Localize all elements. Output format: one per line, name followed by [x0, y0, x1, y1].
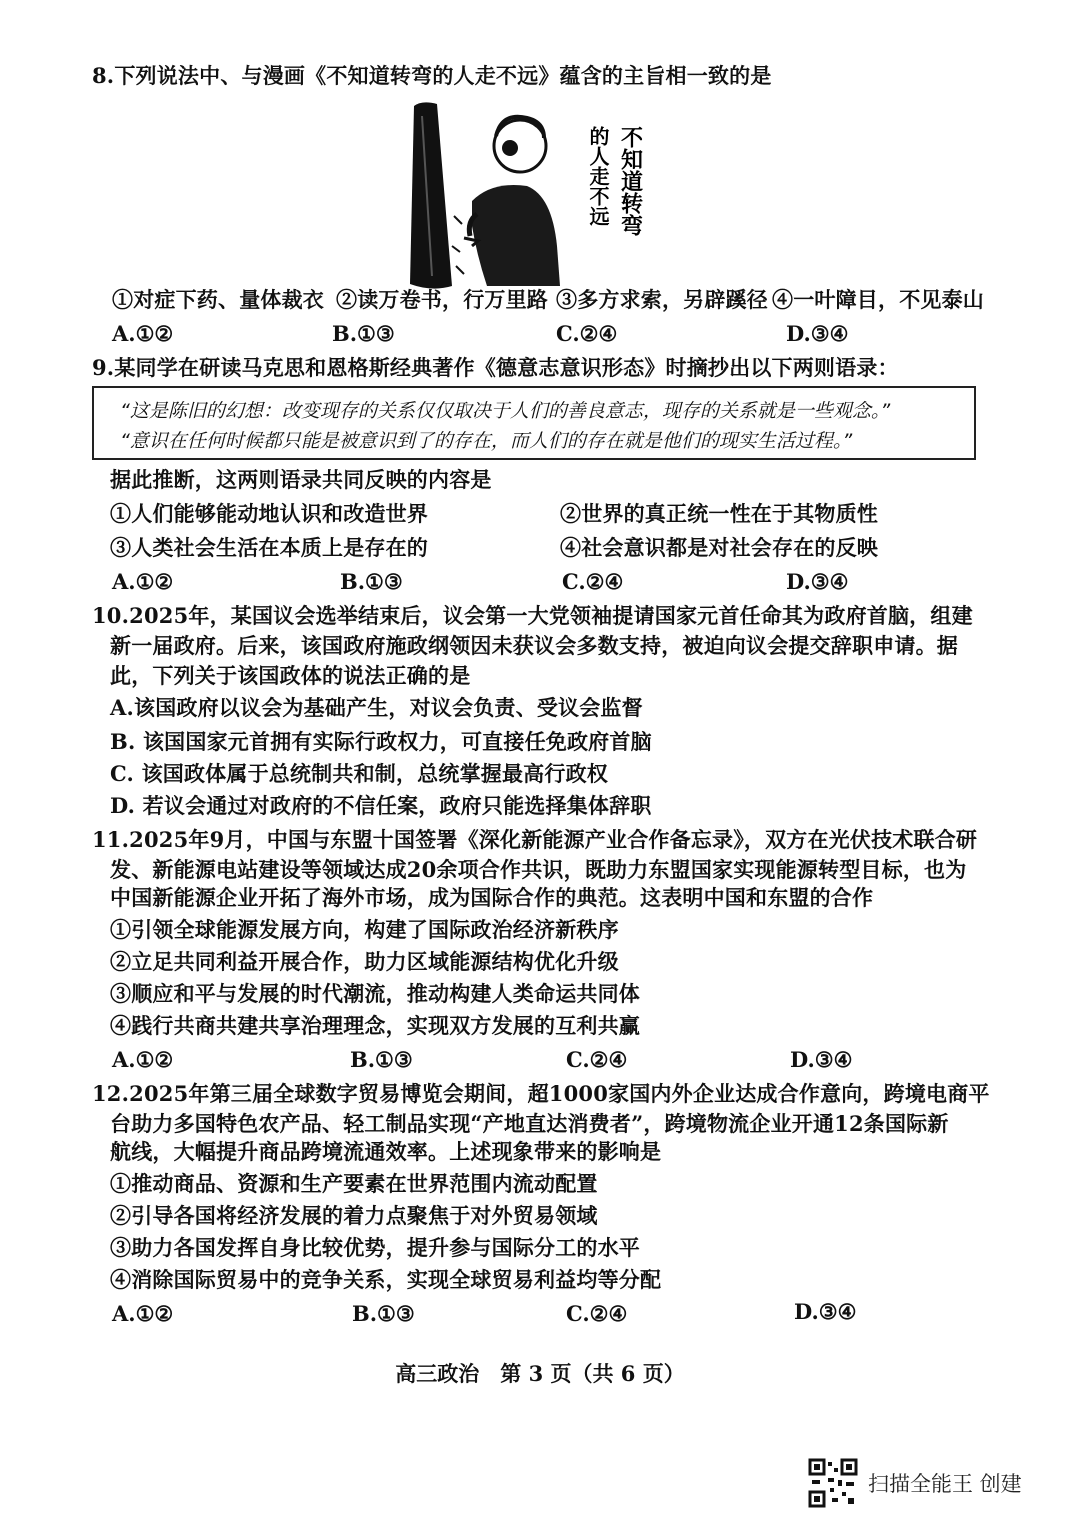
question-11-stem-line-3: 中国新能源企业开拓了海外市场，成为国际合作的典范。这表明中国和东盟的合作: [110, 885, 874, 910]
q10-option-b: B. 该国国家元首拥有实际行政权力，可直接任免政府首脑: [110, 729, 652, 754]
q9-answer-d: D.③④: [786, 569, 849, 594]
question-8-stem: 8.下列说法中、与漫画《不知道转弯的人走不远》蕴含的主旨相一致的是: [92, 63, 772, 88]
q9-answer-b: B.①③: [340, 569, 403, 594]
question-12-stem-line-3: 航线，大幅提升商品跨境流通效率。上述现象带来的影响是: [110, 1139, 662, 1164]
q8-option-1: ①对症下药、量体裁衣: [112, 287, 324, 312]
q11-answer-c: C.②④: [566, 1047, 628, 1072]
question-10-stem-line-1: 10.2025年，某国议会选举结束后，议会第一大党领袖提请国家元首任命其为政府首脑，组建: [92, 603, 973, 628]
q11-option-2: ②立足共同利益开展合作，助力区域能源结构优化升级: [110, 949, 619, 974]
q12-option-1: ①推动商品、资源和生产要素在世界范围内流动配置: [110, 1171, 598, 1196]
question-10-stem-line-2: 新一届政府。后来，该国政府施政纲领因未获议会多数支持，被迫向议会提交辞职申请。据: [110, 633, 958, 658]
q12-answer-d: D.③④: [794, 1299, 857, 1324]
quote-1: “这是陈旧的幻想：改变现存的关系仅仅取决于人们的善良意志，现存的关系就是一些观念。”: [120, 400, 891, 422]
q9-option-3: ③人类社会生活在本质上是存在的: [110, 535, 428, 560]
question-12-stem-line-2: 台助力多国特色农产品、轻工制品实现“产地直达消费者”，跨境物流企业开通12条国际新: [110, 1111, 949, 1136]
q11-answer-b: B.①③: [350, 1047, 413, 1072]
question-11-stem-line-1: 11.2025年9月，中国与东盟十国签署《深化新能源产业合作备忘录》，双方在光伏技术联合研: [92, 827, 978, 852]
quote-2: “意识在任何时候都只能是被意识到了的存在，而人们的存在就是他们的现实生活过程。”: [120, 430, 853, 452]
question-10-stem-line-3: 此，下列关于该国政体的说法正确的是: [110, 663, 471, 688]
q9-option-1: ①人们能够能动地认识和改造世界: [110, 501, 428, 526]
page-footer: 高三政治 第 3 页（共 6 页）: [395, 1361, 685, 1386]
q8-option-2: ②读万卷书，行万里路: [336, 287, 548, 312]
q8-answer-b: B.①③: [332, 321, 395, 346]
q8-option-3: ③多方求索，另辟蹊径: [556, 287, 768, 312]
q9-option-2: ②世界的真正统一性在于其物质性: [560, 501, 878, 526]
q8-answer-d: D.③④: [786, 321, 849, 346]
watermark-text: 扫描全能王 创建: [868, 1472, 1022, 1496]
question-12-stem-line-1: 12.2025年第三届全球数字贸易博览会期间，超1000家国内外企业达成合作意向，跨境电商平: [92, 1081, 990, 1106]
q11-option-3: ③顺应和平与发展的时代潮流，推动构建人类命运共同体: [110, 981, 640, 1006]
q9-lead: 据此推断，这两则语录共同反映的内容是: [110, 467, 492, 492]
q12-option-2: ②引导各国将经济发展的着力点聚焦于对外贸易领域: [110, 1203, 598, 1228]
cartoon-caption-col-2: 的人走不远: [586, 126, 610, 226]
qr-code-icon: [808, 1458, 858, 1508]
q12-answer-a: A.①②: [112, 1301, 174, 1326]
q11-option-1: ①引领全球能源发展方向，构建了国际政治经济新秩序: [110, 917, 619, 942]
q12-option-4: ④消除国际贸易中的竞争关系，实现全球贸易利益均等分配: [110, 1267, 662, 1292]
quote-box: [92, 386, 976, 460]
cartoon-illustration: [392, 96, 692, 296]
q8-answer-a: A.①②: [112, 321, 174, 346]
q9-option-4: ④社会意识都是对社会存在的反映: [560, 535, 878, 560]
q9-answer-c: C.②④: [562, 569, 624, 594]
q12-answer-c: C.②④: [566, 1301, 628, 1326]
q12-option-3: ③助力各国发挥自身比较优势，提升参与国际分工的水平: [110, 1235, 640, 1260]
question-9-stem: 9.某同学在研读马克思和恩格斯经典著作《德意志意识形态》时摘抄出以下两则语录：: [92, 355, 899, 380]
q10-option-d: D. 若议会通过对政府的不信任案，政府只能选择集体辞职: [110, 793, 652, 818]
q8-answer-c: C.②④: [556, 321, 618, 346]
q11-answer-d: D.③④: [790, 1047, 853, 1072]
scanner-watermark: [808, 1458, 1058, 1508]
q11-option-4: ④践行共商共建共享治理理念，实现双方发展的互利共赢: [110, 1013, 640, 1038]
question-11-stem-line-2: 发、新能源电站建设等领域达成20余项合作共识，既助力东盟国家实现能源转型目标，也为: [110, 857, 967, 882]
cartoon-caption-col-1: 不知道转弯: [617, 126, 643, 236]
q8-option-4: ④一叶障目，不见泰山: [772, 287, 984, 312]
q10-option-c: C. 该国政体属于总统制共和制，总统掌握最高行政权: [110, 761, 608, 786]
q10-option-a: A.该国政府以议会为基础产生，对议会负责、受议会监督: [110, 695, 643, 720]
q11-answer-a: A.①②: [112, 1047, 174, 1072]
q12-answer-b: B.①③: [352, 1301, 415, 1326]
q9-answer-a: A.①②: [112, 569, 174, 594]
